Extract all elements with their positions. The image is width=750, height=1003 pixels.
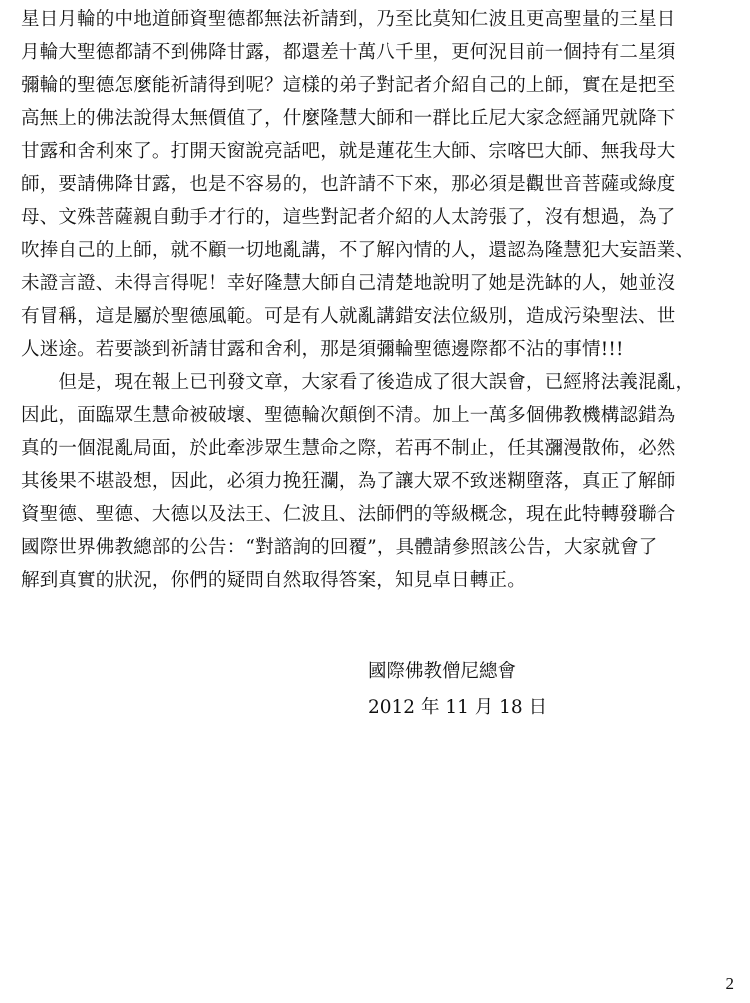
text-line: 母、文殊菩薩親自動手才行的，這些對記者介紹的人太誇張了，沒有想過，為了 (21, 207, 676, 228)
text-line: 因此，面臨眾生慧命被破壞、聖德輪次顛倒不清。加上一萬多個佛教機構認錯為 (21, 405, 676, 426)
text-line: 真的一個混亂局面，於此牽涉眾生慧命之際，若再不制止，任其瀰漫散佈，必然 (21, 438, 676, 459)
text-line: 未證言證、未得言得呢！幸好隆慧大師自己清楚地說明了她是洗缽的人，她並沒 (21, 273, 676, 294)
text-line: 星日月輪的中地道師資聖德都無法祈請到，乃至比莫知仁波且更高聖量的三星日 (21, 9, 676, 30)
text-line: 國際世界佛教總部的公告：“對諮詢的回覆”，具體請參照該公告，大家就會了 (21, 537, 658, 558)
text-line: 彌輪的聖德怎麼能祈請得到呢？這樣的弟子對記者介紹自己的上師，實在是把至 (21, 75, 676, 96)
text-line: 解到真實的狀況，你們的疑問自然取得答案，知見卓日轉正。 (21, 570, 526, 591)
text-line: 甘露和舍利來了。打開天窗說亮話吧，就是蓮花生大師、宗喀巴大師、無我母大 (21, 141, 676, 162)
text-line: 高無上的佛法說得太無價值了，什麼隆慧大師和一群比丘尼大家念經誦咒就降下 (21, 108, 676, 129)
text-line: 有冒稱，這是屬於聖德風範。可是有人就亂講錯安法位級別，造成污染聖法、世 (21, 306, 676, 327)
text-line: 其後果不堪設想，因此，必須力挽狂瀾，為了讓大眾不致迷糊墮落，真正了解師 (21, 471, 676, 492)
text-line: 吹捧自己的上師，就不顧一切地亂講，不了解內情的人，還認為隆慧犯大妄語業、 (21, 240, 695, 261)
signature-date: 2012 年 11 月 18 日 (368, 697, 548, 718)
page-number: 2 (725, 974, 734, 993)
text-line: 師，要請佛降甘露，也是不容易的，也許請不下來，那必須是觀世音菩薩或綠度 (21, 174, 676, 195)
signature-organization: 國際佛教僧尼總會 (368, 661, 517, 682)
text-line: 月輪大聖德都請不到佛降甘露，都還差十萬八千里，更何況目前一個持有二星須 (21, 42, 676, 63)
text-line: 人迷途。若要談到祈請甘露和舍利，那是須彌輪聖德邊際都不沾的事情!!! (21, 339, 624, 360)
text-line: 但是，現在報上已刊發文章，大家看了後造成了很大誤會，已經將法義混亂， (21, 372, 695, 393)
signature-block (368, 654, 608, 726)
text-line: 資聖德、聖德、大德以及法王、仁波且、法師們的等級概念，現在此特轉發聯合 (21, 504, 676, 525)
body-text (21, 3, 733, 597)
